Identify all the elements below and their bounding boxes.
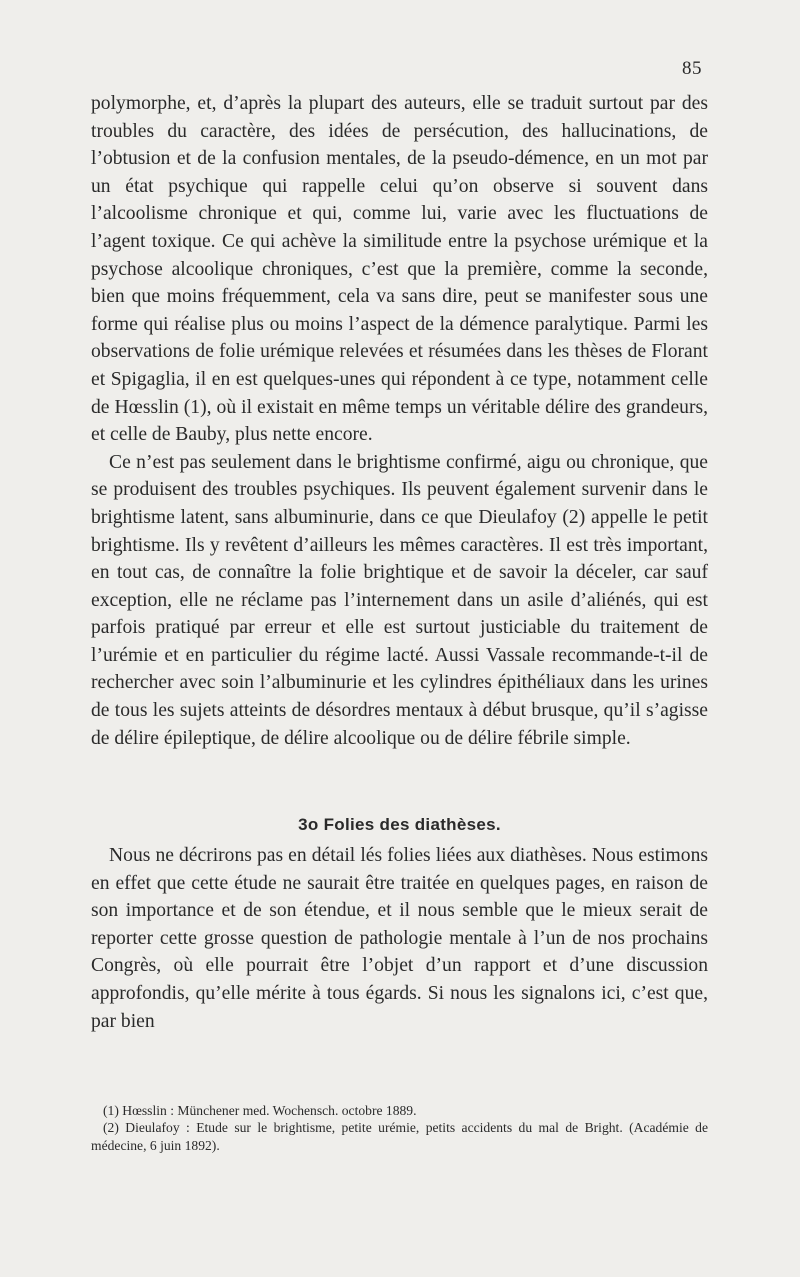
section-heading: 3o Folies des diathèses. — [298, 815, 501, 834]
body-text-bottom — [91, 842, 708, 1035]
page-number: 85 — [682, 58, 702, 79]
paragraph: Ce n’est pas seulement dans le brightisme confirmé, aigu ou chronique, que se produisent des troubles psychiques. Ils peuvent également survenir dans le brightisme latent, sans albuminurie, dans ce que Dieulafoy (2) appelle le petit brightisme. Ils y revêtent d’ailleurs les mêmes caractères. Il est très important, en tout cas, de connaître la folie brightique et de savoir la déceler, car sauf exception, elle ne réclame pas l’internement dans un asile d’aliénés, qui est parfois pratiqué par erreur et elle est surtout justiciable du traitement de l’urémie et en particulier du régime lacté. Aussi Vassale recommande-t-il de rechercher avec soin l’albuminurie et les cylindres épithéliaux dans les urines de tous les sujets atteints de désordres mentaux à début brusque, qu’il s’agisse de délire épileptique, de délire alcoolique ou de délire fébrile simple. — [91, 451, 708, 749]
footnote: (1) Hœsslin : Münchener med. Wochensch. octobre 1889. — [103, 1103, 417, 1118]
footnote: (2) Dieulafoy : Etude sur le brightisme, petite urémie, petits accidents du mal de Bright. (Académie de médecine, 6 juin 1892). — [91, 1120, 708, 1153]
footnotes — [91, 1102, 708, 1154]
paragraph: polymorphe, et, d’après la plupart des auteurs, elle se traduit surtout par des troubles du caractère, des idées de persécution, des hallucinations, de l’obtusion et de la confusion mentales, de la pseudo-démence, en un mot par un état psychique qui rappelle celui qu’on observe si souvent dans l’alcoolisme chronique et qui, comme lui, varie avec les fluctuations de l’agent toxique. Ce qui achève la similitude entre la psychose urémique et la psychose alcoolique chroniques, c’est que la première, comme la seconde, bien que moins fréquemment, cela va sans dire, peut se manifester sous une forme qui réalise plus ou moins l’aspect de la démence paralytique. Parmi les observations de folie urémique relevées et résumées dans les thèses de Florant et Spigaglia, il en est quelques-unes qui répondent à ce type, notamment celle de Hœsslin (1), où il existait en même temps un véritable délire des grandeurs, et celle de Bauby, plus nette encore. — [91, 93, 708, 446]
paragraph: Nous ne décrirons pas en détail lés folies liées aux diathèses. Nous estimons en effet que cette étude ne saurait être traitée en quelques pages, en raison de son importance et de son étendue, et il nous semble que le mieux serait de reporter cette grosse question de pathologie mentale à l’un de nos prochains Congrès, où elle pourrait être l’objet d’un rapport et d’une discussion approfondis, qu’elle mérite à tous égards. Si nous les signalons ici, c’est que, par bien — [91, 845, 708, 1032]
body-text-top — [91, 90, 708, 752]
